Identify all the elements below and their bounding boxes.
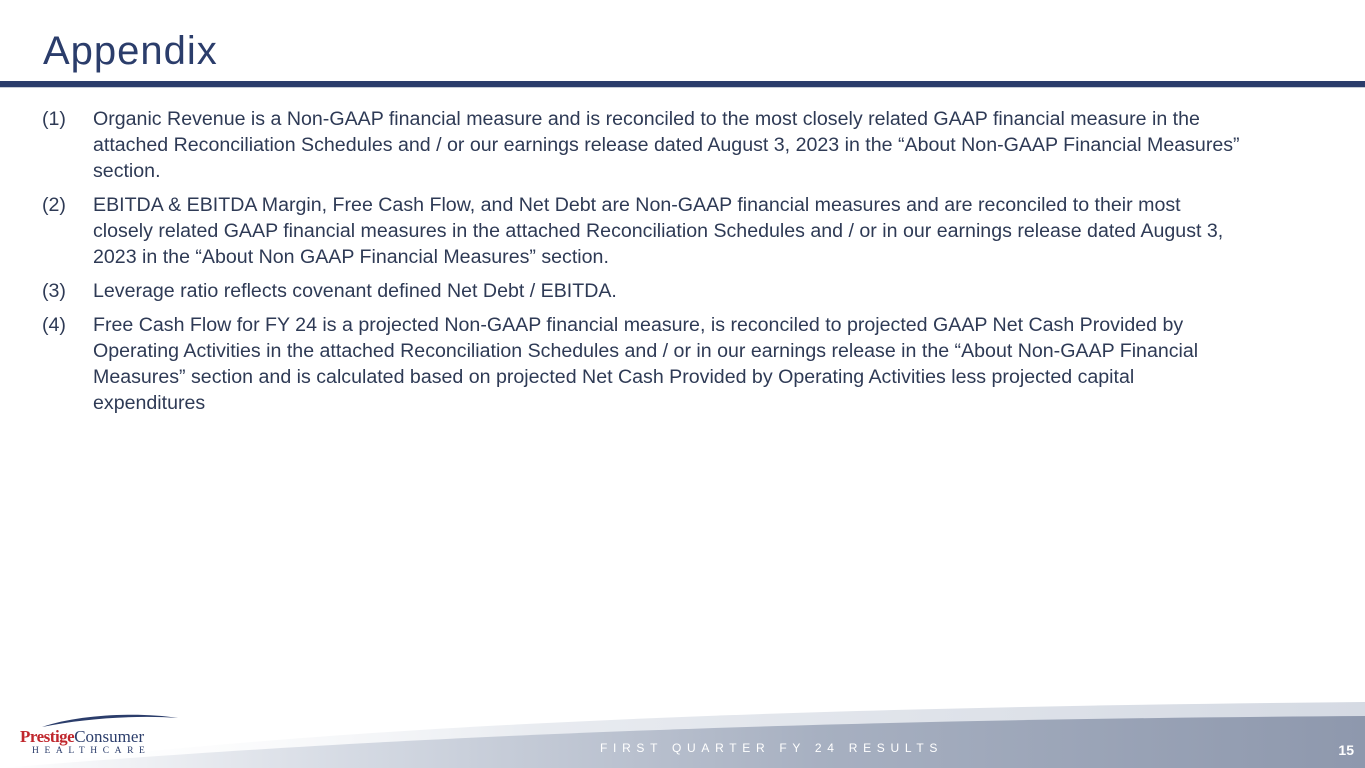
- footnote-2: [42, 192, 1242, 270]
- footer-caption: FIRST QUARTER FY 24 RESULTS: [600, 741, 944, 755]
- footnote-text: Organic Revenue is a Non-GAAP financial measure and is reconciled to the most closely related GAAP financial measure in the attached Reconciliation Schedules and / or our earnings release dated August 3, 2023 in the “About Non-GAAP Financial Measures” section.: [93, 108, 1240, 182]
- title-divider-shadow: [0, 87, 1365, 88]
- footnote-text: Leverage ratio reflects covenant defined Net Debt / EBITDA.: [93, 280, 617, 302]
- logo-wordmark-prestige: Prestige: [20, 727, 75, 746]
- logo-subtitle: HEALTHCARE: [32, 746, 151, 756]
- footnote-number: (1): [42, 108, 66, 130]
- company-logo: [20, 712, 170, 762]
- footnotes-list: [42, 106, 1242, 424]
- slide-title: Appendix: [43, 29, 218, 73]
- footnote-1: [42, 106, 1242, 184]
- footer-wave-band: [0, 690, 1365, 768]
- footnote-number: (2): [42, 194, 66, 216]
- footnote-text: Free Cash Flow for FY 24 is a projected Non-GAAP financial measure, is reconciled to projected GAAP Net Cash Provided by Operating Activities in the attached Reconciliation Schedules and / or in our earnings release in the “About Non-GAAP Financial Measures” section and is calculated based on projected Net Cash Provided by Operating Activities less projected capital expenditures: [93, 314, 1199, 414]
- footnote-number: (3): [42, 280, 66, 302]
- page-number: 15: [1338, 742, 1354, 758]
- logo-wordmark-consumer: Consumer: [74, 727, 145, 746]
- footnote-3: [42, 278, 1242, 304]
- footnote-4: [42, 312, 1242, 416]
- footnote-number: (4): [42, 314, 66, 336]
- logo-swoosh-icon: [40, 712, 180, 728]
- footnote-text: EBITDA & EBITDA Margin, Free Cash Flow, and Net Debt are Non-GAAP financial measures and are reconciled to their most closely related GAAP financial measures in the attached Reconciliation Schedules and / or in our earnings release dated August 3, 2023 in the “About Non GAAP Financial Measures” section.: [93, 194, 1224, 268]
